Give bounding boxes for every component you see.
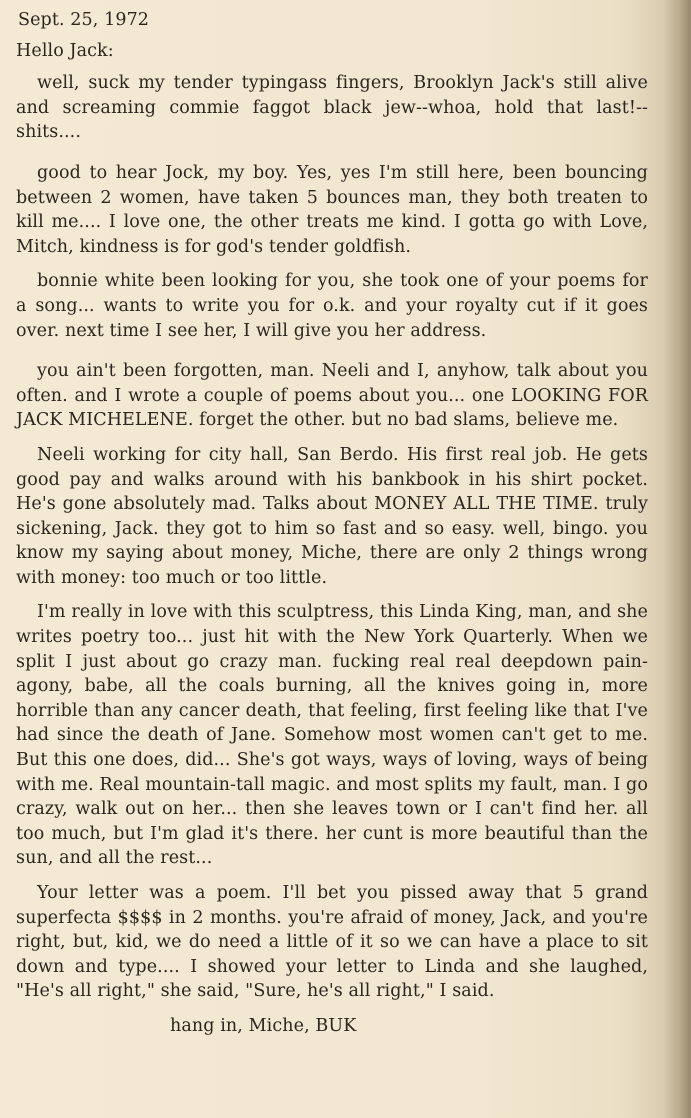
letter-date: Sept. 25, 1972 (18, 10, 150, 30)
paragraph-1: well, suck my tender typingass fingers, Brooklyn Jack's still alive and screaming commie faggot black jew--whoa, hold that last!--shits.... (16, 73, 648, 143)
paragraph-5: Neeli working for city hall, San Berdo. His first real job. He gets good pay and walks around with his bankbook in his shirt pocket. He's gone absolutely mad. Talks about MONEY ALL THE TIME. truly sickening, Jack. they got to him so fast and so easy. well, bingo. you know my saying about money, Miche, there are only 2 things wrong with money: too much or too little. (16, 444, 648, 588)
paragraph-4: you ain't been forgotten, man. Neeli and I, anyhow, talk about you often. and I wrote a couple of poems about you... one LOOKING FOR JACK MICHELENE. forget the other. but no bad slams, believe me. (16, 361, 648, 431)
paragraph-7: Your letter was a poem. I'll bet you pissed away that 5 grand superfecta $$$$ in 2 months. you're afraid of money, Jack, and you're right, but, kid, we do need a little of it so we can have a place to sit down and type.... I showed your letter to Linda and she laughed, "He's all right," she said, "Sure, he's all right," I said. (16, 883, 648, 1002)
letter-greeting: Hello Jack: (16, 40, 114, 61)
paragraph-2: good to hear Jock, my boy. Yes, yes I'm still here, been bouncing between 2 women, have taken 5 bounces man, they both treaten to kill me.... I love one, the other treats me kind. I gotta go with Love, Mitch, kindness is for god's tender goldfish. (16, 162, 648, 257)
paragraph-3: bonnie white been looking for you, she took one of your poems for a song... wants to write you for o.k. and your royalty cut if it goes over. next time I see her, I will give you her address. (16, 271, 648, 341)
page-gutter-shadow (663, 0, 691, 1118)
letter-page (16, 8, 648, 1039)
paragraph-6: I'm really in love with this sculptress, this Linda King, man, and she writes poetry too... just hit with the New York Quarterly. When we split I just about go crazy man. fucking real real deepdown pain-agony, babe, all the coals burning, all the knives going in, more horrible than any cancer death, that feeling, first feeling like that I've had since the death of Jane. Somehow most women can't get to me. But this one does, did... She's got ways, ways of loving, ways of being with me. Real mountain-tall magic. and most splits my fault, man. I go crazy, walk out on her... then she leaves town or I can't find her. all too much, but I'm glad it's there. her cunt is more beautiful than the sun, and all the rest... (16, 602, 648, 869)
letter-signoff: hang in, Miche, BUK (170, 1015, 357, 1036)
